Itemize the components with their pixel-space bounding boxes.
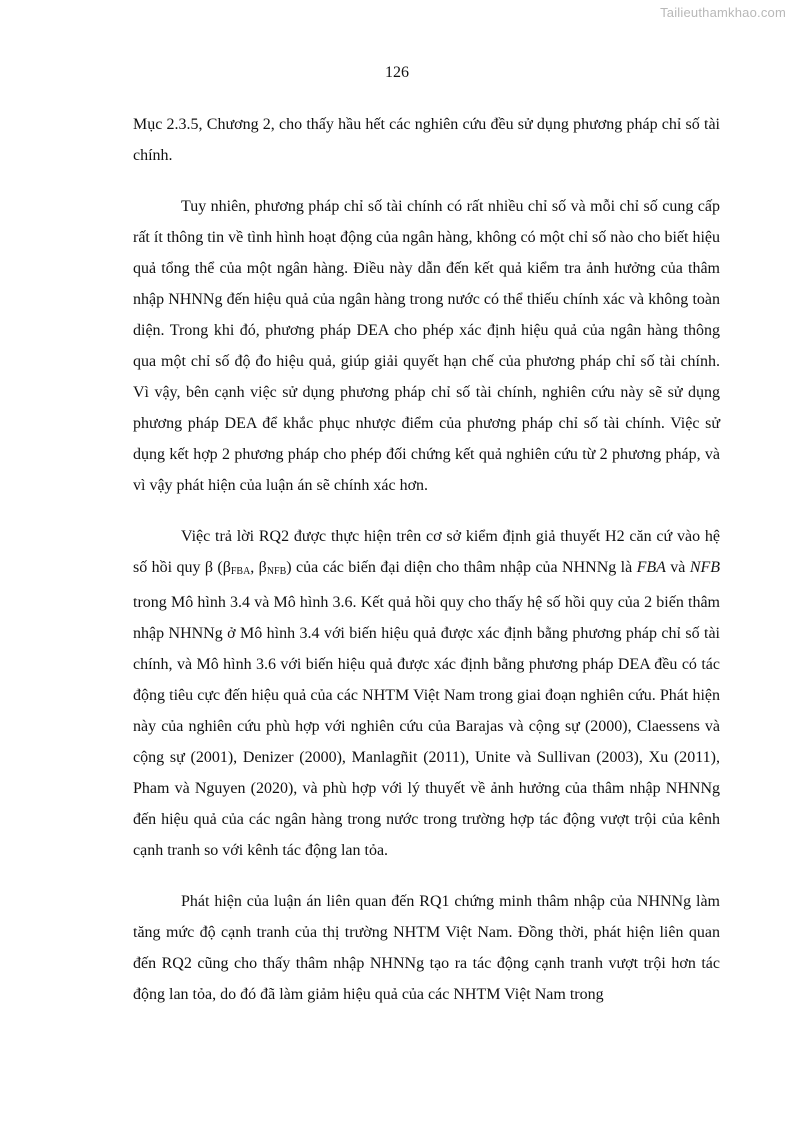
subscript-nfb: NFB bbox=[266, 566, 287, 577]
paragraph-3-text-e: trong Mô hình 3.4 và Mô hình 3.6. Kết quả hồi quy cho thấy hệ số hồi quy của 2 biến thâm nhập NHNNg ở Mô hình 3.4 với biến hiệu quả được xác định bằng phương pháp chỉ số tài chính, và Mô hình 3.6 với biến hiệu quả được xác định bằng phương pháp DEA đều có tác động tiêu cực đến hiệu quả của các NHTM Việt Nam trong giai đoạn nghiên cứu. Phát hiện này của nghiên cứu phù hợp với nghiên cứu của Barajas và cộng sự (2000), Claessens và cộng sự (2001), Denizer (2000), Manlagñit (2011), Unite và Sullivan (2003), Xu (2011), Pham và Nguyen (2020), và phù hợp với lý thuyết về ảnh hưởng của thâm nhập NHNNg đến hiệu quả của các ngân hàng trong nước trong trường hợp tác động vượt trội của kênh cạnh tranh so với kênh tác động lan tỏa. bbox=[133, 594, 720, 859]
italic-nfb: NFB bbox=[689, 559, 721, 576]
paragraph-4: Phát hiện của luận án liên quan đến RQ1 chứng minh thâm nhập của NHNNg làm tăng mức độ cạnh tranh của thị trường NHTM Việt Nam. Đồng thời, phát hiện liên quan đến RQ2 cũng cho thấy thâm nhập NHNNg tạo ra tác động cạnh tranh vượt trội hơn tác động lan tỏa, do đó đã làm giảm hiệu quả của các NHTM Việt Nam trong bbox=[133, 893, 720, 1003]
paragraph-3-text-a: Việc trả lời RQ2 được thực hiện trên cơ sở kiểm định giả thuyết H2 căn cứ vào hệ số hồi quy β (β bbox=[133, 528, 720, 576]
paragraph-2: Tuy nhiên, phương pháp chỉ số tài chính có rất nhiều chỉ số và mỗi chỉ số cung cấp rất ít thông tin về tình hình hoạt động của ngân hàng, không có một chỉ số nào cho biết hiệu quả tổng thể của một ngân hàng. Điều này dẫn đến kết quả kiểm tra ảnh hưởng của thâm nhập NHNNg đến hiệu quả của ngân hàng trong nước có thể thiếu chính xác và không toàn diện. Trong khi đó, phương pháp DEA cho phép xác định hiệu quả của ngân hàng thông qua một chỉ số độ đo hiệu quả, giúp giải quyết hạn chế của phương pháp chỉ số tài chính. Vì vậy, bên cạnh việc sử dụng phương pháp chỉ số tài chính, nghiên cứu này sẽ sử dụng phương pháp DEA để khắc phục nhược điểm của phương pháp chỉ số tài chính. Việc sử dụng kết hợp 2 phương pháp cho phép đối chứng kết quả nghiên cứu từ 2 phương pháp, và vì vậy phát hiện của luận án sẽ chính xác hơn. bbox=[133, 198, 720, 494]
page-number: 126 bbox=[385, 64, 409, 81]
subscript-fba: FBA bbox=[230, 566, 251, 577]
document-body bbox=[133, 109, 720, 1030]
paragraph-3-text-c: ) của các biến đại diện cho thâm nhập của NHNNg là bbox=[286, 559, 637, 576]
watermark: Tailieuthamkhao.com bbox=[660, 5, 786, 20]
paragraph-3-text-d: và bbox=[665, 559, 690, 576]
paragraph-1: Mục 2.3.5, Chương 2, cho thấy hầu hết các nghiên cứu đều sử dụng phương pháp chỉ số tài chính. bbox=[133, 116, 720, 164]
italic-fba: FBA bbox=[636, 559, 666, 576]
paragraph-3 bbox=[133, 521, 720, 866]
paragraph-3-text-b: , β bbox=[250, 559, 267, 576]
